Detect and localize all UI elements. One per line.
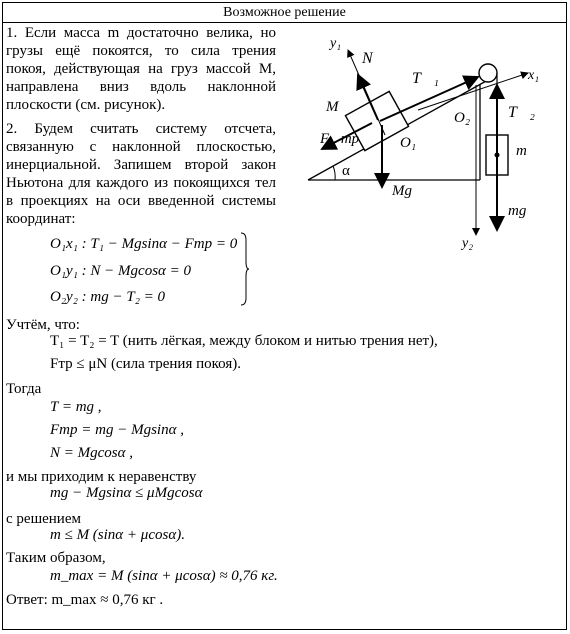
conclusion-label: Таким образом, bbox=[6, 550, 106, 566]
label-m: m bbox=[516, 143, 527, 159]
then-eq-3: N = Mgcosα , bbox=[50, 445, 133, 461]
answer: Ответ: m_max ≈ 0,76 кг . bbox=[6, 592, 164, 608]
label-O2: O₂ bbox=[454, 110, 471, 126]
label-M: M bbox=[326, 99, 339, 115]
physics-figure bbox=[300, 25, 565, 255]
block-m-center bbox=[495, 153, 500, 158]
inequality-label: и мы приходим к неравенству bbox=[6, 469, 197, 485]
system-eq-2: O₁y₁ : N − Mgcosα = 0 bbox=[50, 263, 192, 279]
pulley bbox=[479, 64, 497, 82]
solution-label: с решением bbox=[6, 511, 81, 527]
header-title: Возможное решение bbox=[3, 3, 566, 23]
note-eq-1: T₁ = T₂ = T (нить лёгкая, между блоком и нитью трения нет), bbox=[50, 333, 438, 349]
label-y2: y₂ bbox=[462, 236, 474, 251]
label-Mg: Mg⃗ bbox=[392, 183, 424, 199]
solution: m ≤ M (sinα + μcosα). bbox=[50, 527, 185, 543]
label-mg: mg⃗ bbox=[508, 203, 538, 219]
label-N: N⃗ bbox=[362, 50, 386, 67]
label-T2: T⃗₂ bbox=[508, 104, 535, 121]
system-brace bbox=[240, 232, 250, 306]
system-eq-1: O₁x₁ : T₁ − Mgsinα − Fтр = 0 bbox=[50, 236, 238, 252]
inequality: mg − Mgsinα ≤ μMgcosα bbox=[50, 485, 203, 501]
label-x1: x₁ bbox=[528, 68, 540, 83]
then-eq-2: Fтр = mg − Mgsinα , bbox=[50, 422, 184, 438]
label-T1: T⃗₁ bbox=[412, 70, 439, 87]
label-y1: y₁ bbox=[330, 36, 342, 51]
note-label: Учтём, что: bbox=[6, 317, 80, 333]
then-eq-1: T = mg , bbox=[50, 399, 102, 415]
then-label: Тогда bbox=[6, 381, 42, 397]
paragraph-1: 1. Если масса m достаточно велика, но грузы ещё покоятся, то сила трения покоя, действующая на груз массой M, направлена вниз вдоль наклонной плоскости (см. рисунок). bbox=[6, 25, 276, 113]
system-eq-3: O₂y₂ : mg − T₂ = 0 bbox=[50, 289, 166, 305]
alpha-arc bbox=[333, 166, 335, 180]
note-eq-2: Fтр ≤ μN (сила трения покоя). bbox=[50, 356, 242, 372]
label-O1: O₁ bbox=[400, 135, 417, 151]
paragraph-2: 2. Будем считать систему отсчета, связанную с наклонной плоскостью, инерциальной. Запишем второй закон Ньютона для каждого из покоящихся тел в проекциях на оси введенной системы координат: bbox=[6, 121, 276, 227]
label-Ftr: F⃗тр bbox=[320, 131, 360, 147]
conclusion: m_max = M (sinα + μcosα) ≈ 0,76 кг. bbox=[50, 568, 278, 584]
label-alpha: α bbox=[342, 163, 350, 179]
